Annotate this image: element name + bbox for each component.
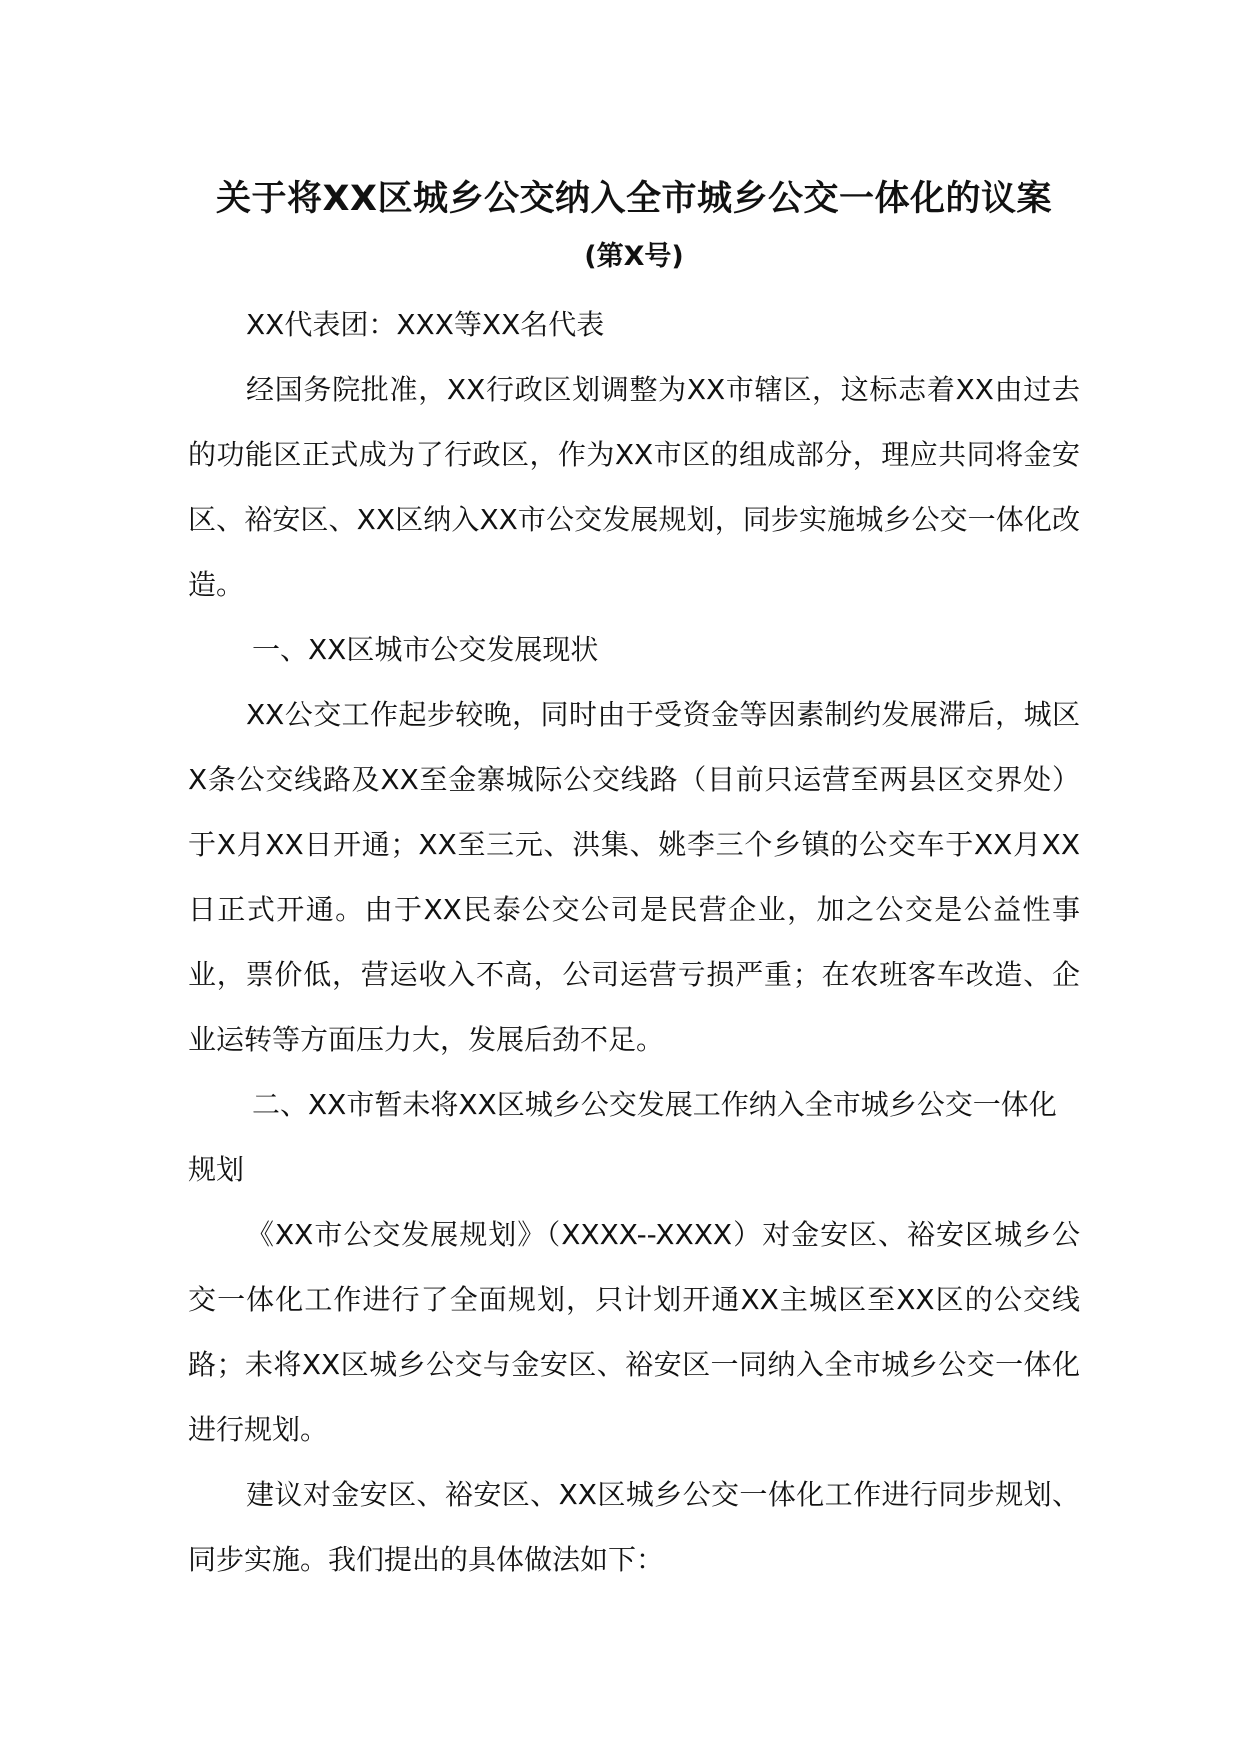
document-page [188,170,1080,1592]
paragraph-intro: 经国务院批准，XX行政区划调整为XX市辖区，这标志着XX由过去的功能区正式成为了行政区，作为XX市区的组成部分，理应共同将金安区、裕安区、XX区纳入XX市公交发展规划，同步实施城乡公交一体化改造。 [188,373,1080,601]
document-title: 关于将XX区城乡公交纳入全市城乡公交一体化的议案 [216,179,1052,219]
paragraph-status: XX公交工作起步较晚，同时由于受资金等因素制约发展滞后，城区X条公交线路及XX至金寨城际公交线路（目前只运营至两县区交界处）于X月XX日开通；XX至三元、洪集、姚李三个乡镇的公交车于XX月XX日正式开通。由于XX民泰公交公司是民营企业，加之公交是公益性事业，票价低，营运收入不高，公司运营亏损严重；在农班客车改造、企业运转等方面压力大，发展后劲不足。 [188,698,1080,1056]
paragraph-suggestion: 建议对金安区、裕安区、XX区城乡公交一体化工作进行同步规划、同步实施。我们提出的具体做法如下： [188,1478,1080,1576]
document-number: (第X号) [584,241,684,272]
paragraph-plan: 《XX市公交发展规划》（XXXX--XXXX）对金安区、裕安区城乡公交一体化工作进行了全面规划，只计划开通XX主城区至XX区的公交线路；未将XX区城乡公交与金安区、裕安区一同纳入全市城乡公交一体化进行规划。 [188,1218,1080,1446]
section-heading-1: 一、XX区城市公交发展现状 [252,633,599,666]
section-heading-2: 二、XX市暂未将XX区城乡公交发展工作纳入全市城乡公交一体化规划 [188,1088,1057,1186]
proposer-line: XX代表团：XXX等XX名代表 [246,308,605,341]
